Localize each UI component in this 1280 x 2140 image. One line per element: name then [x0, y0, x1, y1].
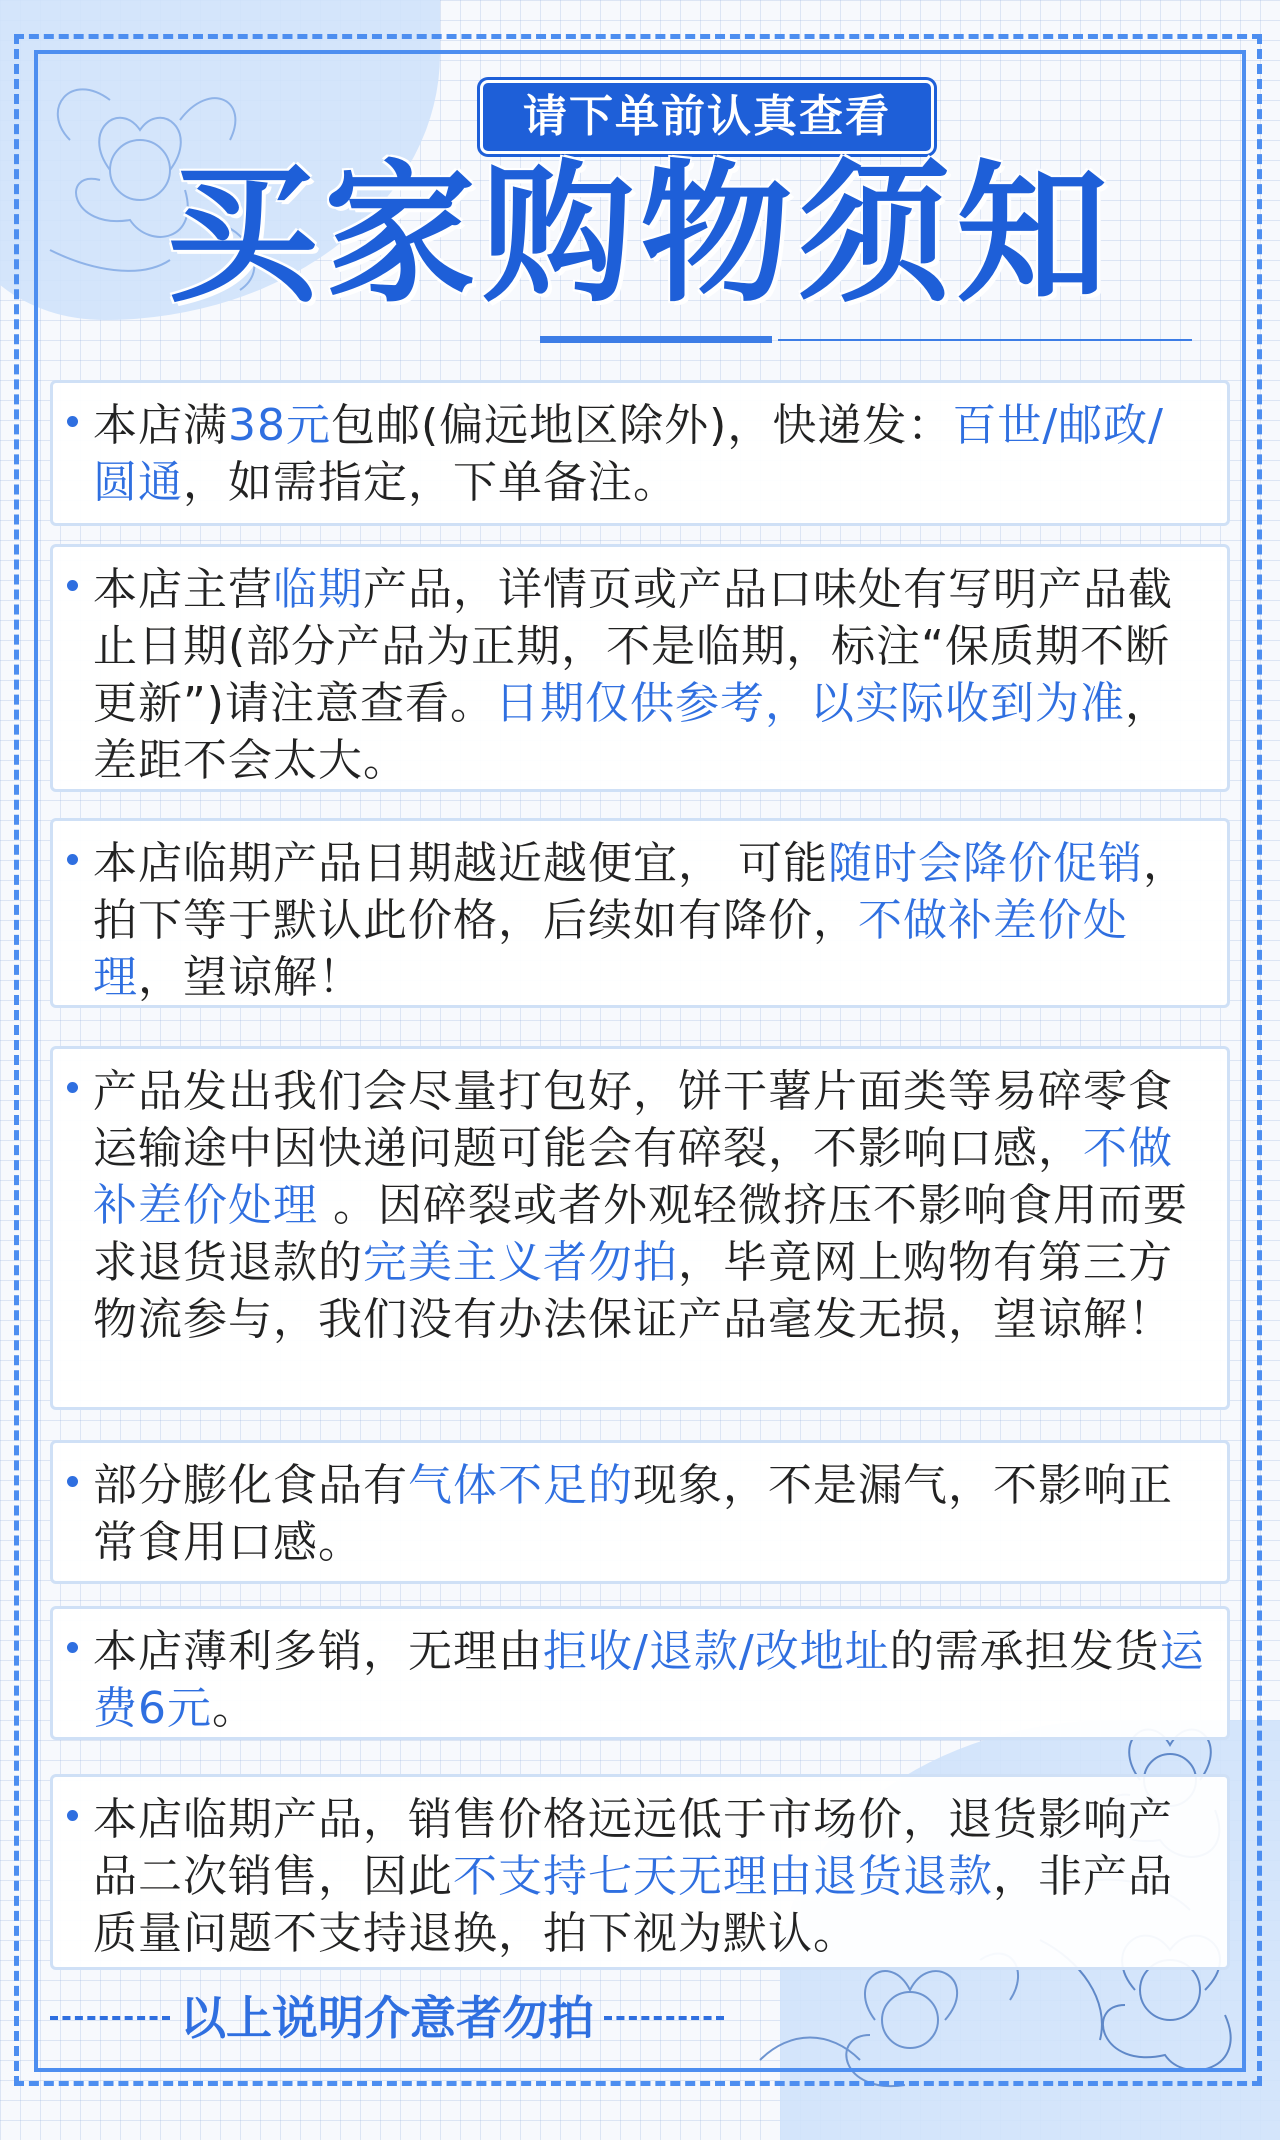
highlighted-text: 日期仅供参考，以实际收到为准 — [494, 678, 1125, 729]
footer-text: 以上说明介意者勿拍 — [180, 1991, 594, 2045]
notice-text-segment: 部分膨化食品有 — [93, 1460, 408, 1511]
bullet-icon — [67, 1810, 78, 1821]
notice-text — [93, 1460, 1173, 1568]
footer-dash-right — [604, 2016, 724, 2020]
notice-text-segment: ，望谅解！ — [138, 952, 363, 1003]
notice-text-segment: 本店满 — [93, 400, 228, 451]
footer-dash-left — [50, 2016, 170, 2020]
bullet-icon — [67, 854, 78, 865]
highlighted-text: 不支持七天无理由退货退款 — [453, 1851, 993, 1902]
notice-text-segment: ，拍下等于默认此价格，后续如有降价， — [93, 838, 1188, 946]
page-title: 买家购物须知 — [166, 146, 1114, 323]
notice-text-segment: 本店主营 — [93, 564, 273, 615]
notice-text-segment: ，如需指定，下单备注。 — [183, 457, 678, 508]
notice-card-refusal-fee — [50, 1606, 1230, 1740]
notice-text-segment: 包邮(偏远地区除外)，快递发： — [331, 400, 953, 451]
title-underline — [540, 336, 772, 343]
notice-text-segment: 产品，详情页或产品口味处有写明产品截止日期(部分产品为正期，不是临期，标注“保质期不断更新”)请注意查看。 — [93, 564, 1173, 729]
notice-text-segment: 。因碎裂或者外观轻微挤压不影响食用而要求退货退款的 — [93, 1180, 1188, 1288]
notice-text — [93, 564, 1173, 786]
notice-text-segment: 本店临期产品，销售价格远远低于市场价，退货影响产品二次销售，因此 — [93, 1794, 1173, 1902]
notice-card-no-return — [50, 1774, 1230, 1970]
subtitle-badge: 请下单前认真查看 — [480, 80, 934, 154]
highlighted-text: 完美主义者勿拍 — [363, 1237, 678, 1288]
title-underline-thin — [778, 339, 1192, 341]
notice-text — [93, 838, 1188, 1003]
highlighted-text: 临期 — [273, 564, 363, 615]
notice-text-segment: 本店临期产品日期越近越便宜， 可能 — [93, 838, 828, 889]
notice-card-shipping — [50, 380, 1230, 526]
highlighted-text: 不做补差价处理 — [93, 1123, 1173, 1231]
highlighted-text: 百世/邮政/圆通 — [93, 400, 1164, 508]
notice-text-segment: 产品发出我们会尽量打包好，饼干薯片面类等易碎零食运输途中因快递问题可能会有碎裂，不影响口感， — [93, 1066, 1173, 1174]
highlighted-text: 拒收/退款/改地址 — [543, 1626, 890, 1677]
notice-text-segment: ，差距不会太大。 — [93, 678, 1170, 786]
notice-text-segment: 的需承担发货 — [889, 1626, 1160, 1677]
bullet-icon — [67, 416, 78, 427]
notice-text — [93, 1794, 1173, 1959]
highlighted-text: 38元 — [228, 400, 331, 451]
notice-text-segment: 。 — [212, 1683, 257, 1734]
highlighted-text: 不做补差价处理 — [93, 895, 1128, 1003]
notice-text — [93, 1626, 1205, 1734]
highlighted-text: 运费6元 — [93, 1626, 1205, 1734]
bullet-icon — [67, 1642, 78, 1653]
notice-card-price-drop — [50, 818, 1230, 1008]
bullet-icon — [67, 580, 78, 591]
footer-note — [40, 1988, 734, 2048]
bullet-icon — [67, 1476, 78, 1487]
notice-text-segment: 现象，不是漏气，不影响正常食用口感。 — [93, 1460, 1173, 1568]
notice-card-expiry — [50, 544, 1230, 792]
highlighted-text: 随时会降价促销 — [828, 838, 1143, 889]
notice-text-segment: ，非产品质量问题不支持退换，拍下视为默认。 — [93, 1851, 1173, 1959]
notice-text — [93, 400, 1164, 508]
notice-text — [93, 1066, 1188, 1345]
notice-text-segment: ，毕竟网上购物有第三方物流参与，我们没有办法保证产品毫发无损，望谅解！ — [93, 1237, 1173, 1345]
notice-card-puffed-food — [50, 1440, 1230, 1584]
bullet-icon — [67, 1082, 78, 1093]
notice-text-segment: 本店薄利多销，无理由 — [93, 1626, 543, 1677]
highlighted-text: 气体不足的 — [408, 1460, 633, 1511]
notice-card-fragile — [50, 1046, 1230, 1410]
